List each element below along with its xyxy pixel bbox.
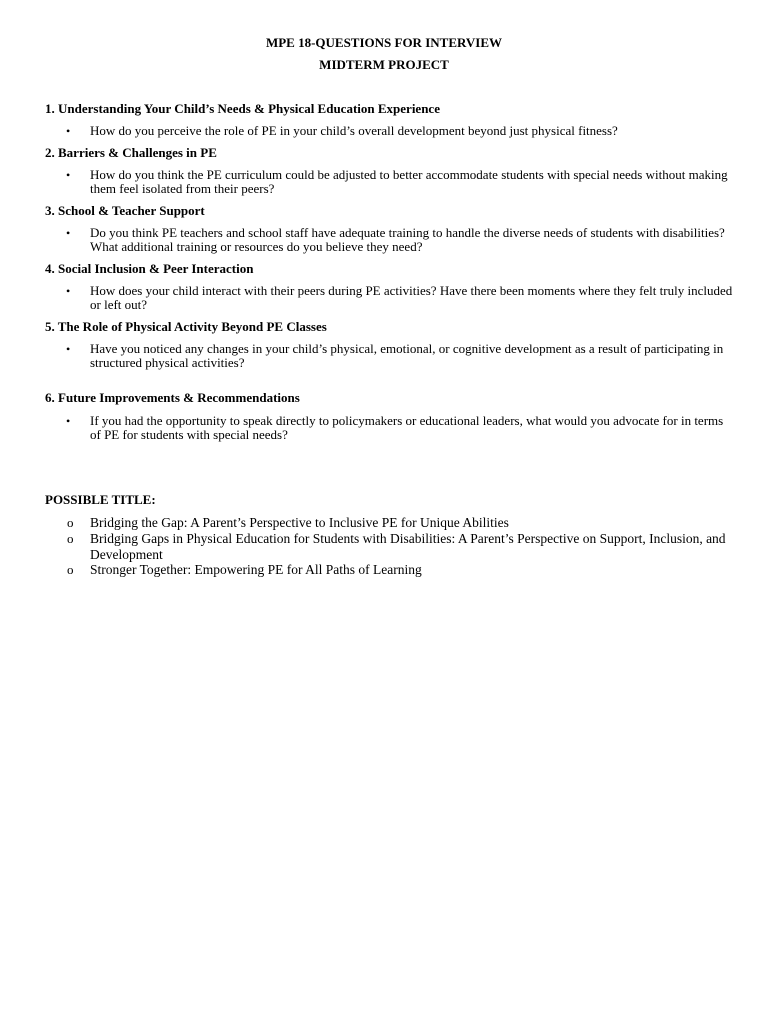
possible-title-heading: POSSIBLE TITLE:	[45, 492, 156, 507]
document-subtitle: MIDTERM PROJECT	[319, 57, 449, 72]
possible-title-text-3: Stronger Together: Empowering PE for All Paths of Learning	[90, 562, 422, 577]
question-text-5: Have you noticed any changes in your child’s physical, emotional, or cognitive development as a result of participating in structured physical activities?	[90, 341, 724, 370]
question-item-1	[45, 124, 735, 138]
hollow-bullet-icon: o	[67, 562, 74, 577]
question-item-4	[45, 284, 735, 312]
document-title: MPE 18-QUESTIONS FOR INTERVIEW	[265, 35, 503, 50]
possible-title-text-1: Bridging the Gap: A Parent’s Perspective to Inclusive PE for Unique Abilities	[90, 515, 509, 530]
section-heading-3: 3. School & Teacher Support	[45, 203, 205, 218]
hollow-bullet-icon: o	[67, 515, 74, 530]
question-text-3: Do you think PE teachers and school staff have adequate training to handle the diverse needs of students with disabilities? What additional training or resources do you believe they need?	[90, 225, 725, 254]
question-item-2	[45, 168, 735, 196]
question-text-6: If you had the opportunity to speak directly to policymakers or educational leaders, what would you advocate for in terms of PE for students with special needs?	[90, 413, 724, 442]
bullet-icon: •	[66, 226, 71, 240]
section-heading-2: 2. Barriers & Challenges in PE	[45, 145, 217, 160]
bullet-icon: •	[66, 414, 71, 428]
possible-title-item-3	[45, 562, 735, 578]
bullet-icon: •	[66, 124, 71, 138]
bullet-icon: •	[66, 342, 71, 356]
possible-title-text-2: Bridging Gaps in Physical Education for Students with Disabilities: A Parent’s Perspective on Support, Inclusion, and Development	[90, 531, 726, 562]
section-heading-4: 4. Social Inclusion & Peer Interaction	[45, 261, 254, 276]
question-item-3	[45, 226, 735, 254]
question-item-5	[45, 342, 735, 370]
section-heading-5: 5. The Role of Physical Activity Beyond PE Classes	[45, 319, 327, 334]
possible-title-item-1	[45, 515, 735, 531]
possible-title-item-2	[45, 531, 735, 563]
section-heading-6: 6. Future Improvements & Recommendations	[45, 390, 300, 405]
section-heading-1: 1. Understanding Your Child’s Needs & Physical Education Experience	[45, 101, 440, 116]
question-text-4: How does your child interact with their peers during PE activities? Have there been moments where they felt truly included or left out?	[90, 283, 733, 312]
question-item-6	[45, 414, 735, 442]
bullet-icon: •	[66, 284, 71, 298]
question-text-2: How do you think the PE curriculum could be adjusted to better accommodate students with special needs without making them feel isolated from their peers?	[90, 167, 728, 196]
bullet-icon: •	[66, 168, 71, 182]
question-text-1: How do you perceive the role of PE in your child’s overall development beyond just physical fitness?	[90, 123, 618, 138]
hollow-bullet-icon: o	[67, 531, 74, 546]
